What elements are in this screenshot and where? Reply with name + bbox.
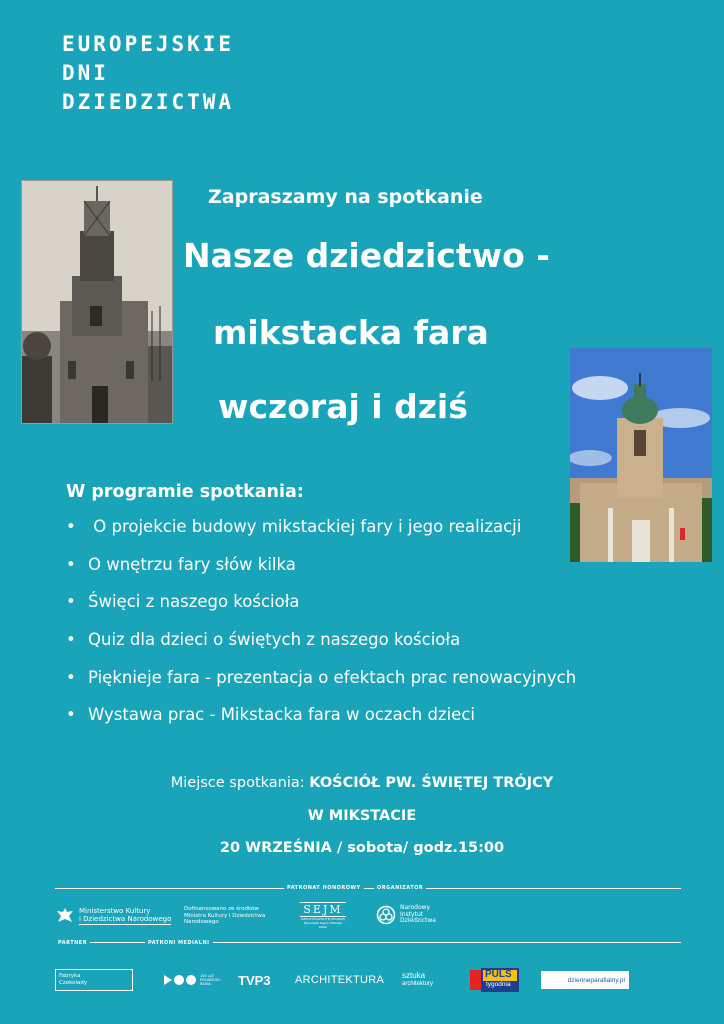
tygodnia-text: tygodnia <box>486 981 511 988</box>
brand-line-2: DNI <box>62 61 109 85</box>
fabryka-line-2: Czekolady <box>59 980 88 986</box>
program-item <box>66 508 576 546</box>
nid-line-1: Narodowy <box>400 904 431 912</box>
bullet: • <box>66 554 76 574</box>
ministry-line-1: Ministerstwo Kultury <box>79 907 151 915</box>
eagle-icon <box>55 906 75 926</box>
polskie-line-2: POLSKIEGO <box>200 978 221 982</box>
dzienne-parafialny-logo: dzienneparafialny.pl <box>541 971 629 989</box>
program-item-text: O projekcie budowy mikstackiej fary i jego realizacji <box>88 517 522 536</box>
polskie-line-1: 100 LAT <box>200 974 215 978</box>
nid-line-2: Instytut <box>400 910 424 918</box>
program-item-text: Quiz dla dzieci o świętych z naszego kościoła <box>88 630 461 650</box>
puls-text: PULS <box>485 969 512 980</box>
current-church-photo <box>570 348 712 562</box>
nid-line-3: Dziedzictwa <box>400 917 436 925</box>
architektura-logo: ARCHITEKTURA <box>295 974 385 986</box>
media-patrons-caption: PATRONI MEDIALNI <box>145 940 213 946</box>
event-title-line-2: mikstacka fara <box>213 313 489 352</box>
polish-radio-logo <box>163 970 220 990</box>
bullet: • <box>66 592 76 612</box>
radio-circles-icon <box>163 973 197 987</box>
nid-emblem-icon <box>376 905 396 925</box>
honorary-patronage-caption: PATRONAT HONOROWY <box>284 885 364 891</box>
event-title-line-3: wczoraj i dziś <box>218 387 468 426</box>
meeting-place <box>0 775 724 791</box>
brand-line-1: EUROPEJSKIE <box>62 32 235 56</box>
bullet: • <box>66 630 76 650</box>
tvp3-logo: TVP3 <box>238 972 271 988</box>
brand-title <box>62 30 234 117</box>
sejm-logo <box>300 902 346 929</box>
funding-line-2: Ministra Kultury i Dziedzictwa <box>184 912 266 919</box>
sejm-sub-2: Marszałek Sejmu Elżbieta Witek <box>303 921 343 929</box>
brand-line-3: DZIEDZICTWA <box>62 90 235 114</box>
sejm-sub-1: RZECZYPOSPOLITEJ POLSKIEJ <box>301 917 345 921</box>
invitation-line: Zapraszamy na spotkanie <box>208 186 483 208</box>
program-item-text: Wystawa prac - Mikstacka fara w oczach dzieci <box>88 705 475 725</box>
sztuka-line-2: architektury <box>402 981 434 987</box>
nid-logo <box>376 905 436 925</box>
ministry-logo <box>55 906 171 926</box>
program-item-text: O wnętrzu fary słów kilka <box>88 554 296 574</box>
meeting-place-label: Miejsce spotkania: <box>170 775 310 791</box>
partner-caption: PARTNER <box>55 940 90 946</box>
sztuka-architektury-logo <box>402 970 433 990</box>
program-item <box>66 696 576 734</box>
bullet: • <box>66 705 76 725</box>
meeting-datetime: 20 WRZEŚNIA / sobota/ godz.15:00 <box>219 840 505 856</box>
puls-tygodnia-logo <box>470 968 520 992</box>
fabryka-czekolady-logo <box>55 969 133 991</box>
meeting-town: W MIKSTACIE <box>307 808 417 824</box>
program-item <box>66 583 576 621</box>
funding-line-3: Narodowego <box>184 919 219 925</box>
organizer-caption: ORGANIZATOR <box>374 885 426 891</box>
meeting-place-church: KOŚCIÓŁ PW. ŚWIĘTEJ TRÓJCY <box>309 775 554 791</box>
program-item-text: Pięknieje fara - prezentacja o efektach prac renowacyjnych <box>88 667 577 687</box>
program-item <box>66 621 576 659</box>
historical-church-photo <box>21 180 173 424</box>
program-item <box>66 659 576 697</box>
fabryka-line-1: Fabryka <box>59 973 81 979</box>
funding-note <box>184 906 265 926</box>
footer-divider-top <box>55 888 681 889</box>
sztuka-line-1: sztuka <box>402 971 426 980</box>
ministry-line-2: i Dziedzictwa Narodowego <box>79 915 172 923</box>
bullet: • <box>66 667 76 687</box>
program-item-text: Święci z naszego kościoła <box>88 592 300 612</box>
polskie-line-3: RADIA <box>200 982 211 986</box>
program-list <box>66 508 576 734</box>
program-item <box>66 546 576 584</box>
event-title-line-1: Nasze dziedzictwo - <box>183 236 550 275</box>
program-heading: W programie spotkania: <box>66 482 304 502</box>
bullet: • <box>66 517 76 536</box>
funding-line-1: Dofinansowano ze środków <box>184 906 259 912</box>
sejm-wordmark: SEJM <box>300 902 346 917</box>
